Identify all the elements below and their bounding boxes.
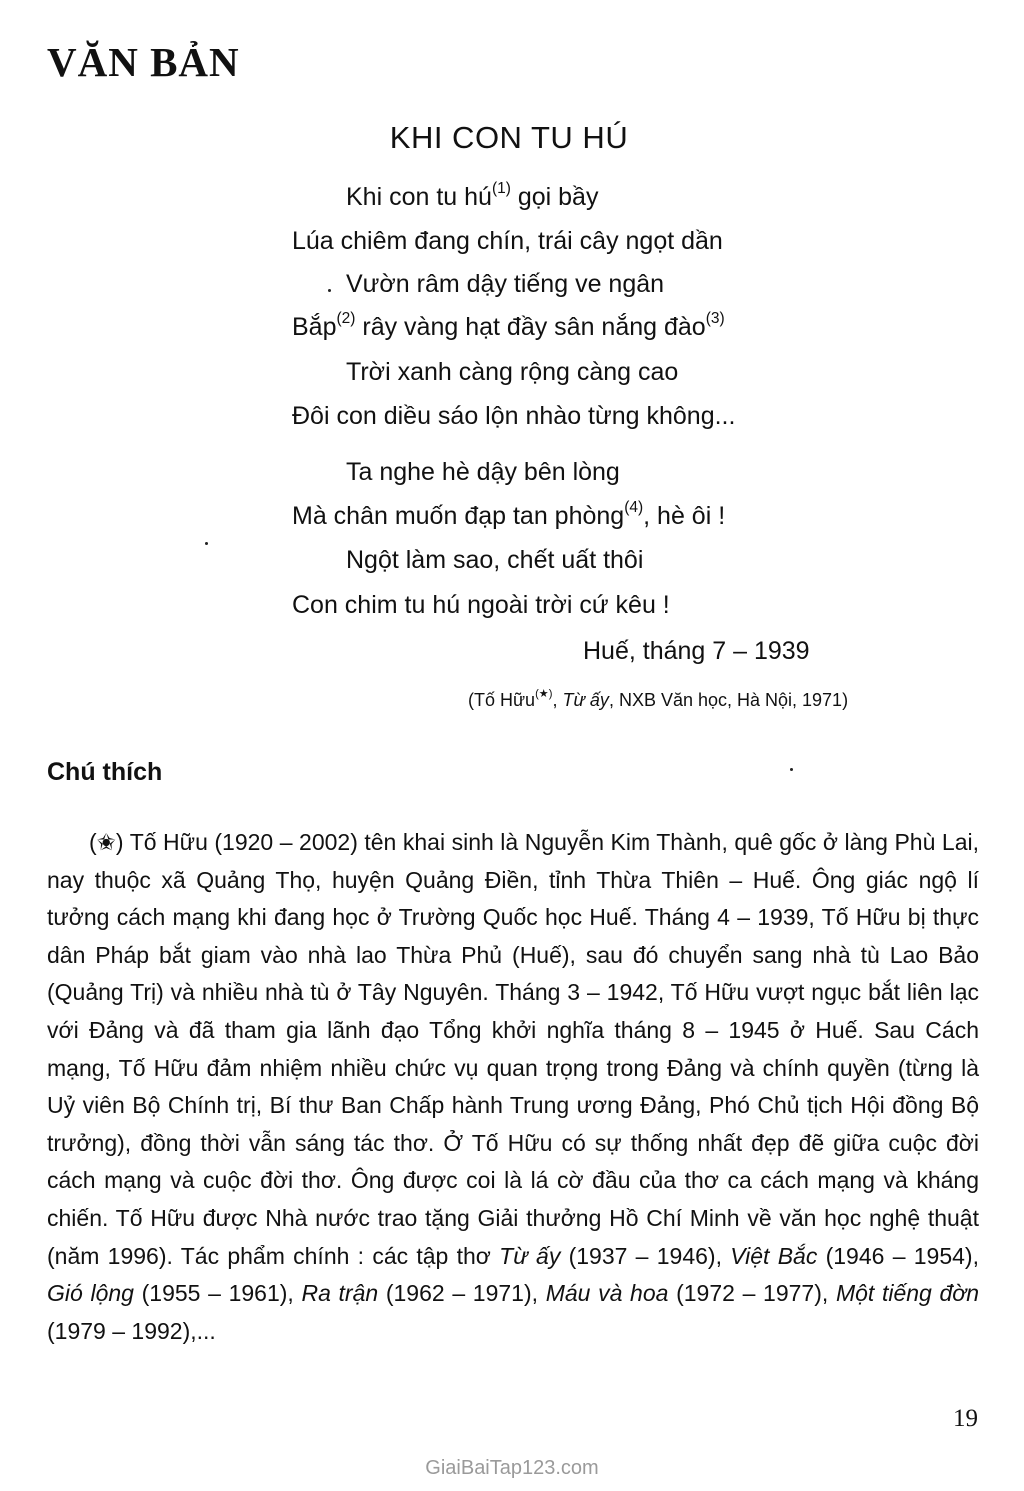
- poem-line: Ngột làm sao, chết uất thôi: [346, 546, 644, 574]
- poem-line: [292, 499, 726, 531]
- note-text: (1962 – 1971),: [378, 1280, 546, 1307]
- note-paragraph: [47, 824, 979, 1350]
- note-text: (1972 – 1977),: [668, 1280, 836, 1307]
- notes-heading: Chú thích: [47, 758, 163, 786]
- footnote-marker: (4): [624, 499, 644, 517]
- poem-line: [292, 310, 725, 342]
- poem-dateline: Huế, tháng 7 – 1939: [583, 637, 810, 665]
- footnote-marker: (★): [535, 688, 553, 701]
- source-text: , NXB Văn học, Hà Nội, 1971): [608, 690, 849, 710]
- page-number: 19: [953, 1405, 978, 1432]
- footnote-marker: (3): [705, 310, 725, 328]
- poem-line: [346, 180, 599, 212]
- work-title: Một tiếng đờn: [835, 1280, 979, 1307]
- poem-text: Khi con tu hú: [346, 183, 492, 211]
- note-text: (1979 – 1992),...: [47, 1317, 216, 1344]
- source-text: (Tố Hữu: [468, 690, 536, 710]
- note-text: (1937 – 1946),: [560, 1242, 731, 1269]
- note-text: (1946 – 1954),: [817, 1242, 979, 1269]
- poem-title: KHI CON TU HÚ: [389, 120, 629, 155]
- poem-line: Trời xanh càng rộng càng cao: [346, 358, 679, 386]
- footnote-marker: (1): [491, 180, 511, 198]
- poem-line: Ta nghe hè dậy bên lòng: [346, 458, 620, 486]
- source-book-title: Từ ấy: [562, 690, 609, 710]
- work-title: Từ ấy: [499, 1242, 561, 1269]
- section-heading: VĂN BẢN: [47, 39, 240, 85]
- scan-speck: [790, 768, 793, 771]
- poem-text: gọi bầy: [510, 183, 599, 211]
- scan-speck: [328, 289, 331, 292]
- poem-text: Mà chân muốn đạp tan phòng: [292, 502, 625, 530]
- poem-line: Đôi con diều sáo lộn nhào từng không...: [292, 402, 736, 430]
- watermark: GiaiBaiTap123.com: [425, 1457, 599, 1479]
- scan-speck: [205, 542, 208, 545]
- work-title: Việt Bắc: [730, 1242, 818, 1269]
- poem-line: Lúa chiêm đang chín, trái cây ngọt dần: [292, 227, 723, 255]
- note-text: (✬) Tố Hữu (1920 – 2002) tên khai sinh là Nguyễn Kim Thành, quê gốc ở làng Phù Lai, nay thuộc xã Quảng Thọ, huyện Quảng Điền, tỉnh Thừa Thiên – Huế. Ông giác ngộ lí tưởng cách mạng khi đang học ở Trường Quốc học Huế. Tháng 4 – 1939, Tố Hữu bị thực dân Pháp bắt giam vào nhà lao Thừa Phủ (Huế), sau đó chuyển sang nhà tù Lao Bảo (Quảng Trị) và nhiều nhà tù ở Tây Nguyên. Tháng 3 – 1942, Tố Hữu vượt ngục bắt liên lạc với Đảng và đã tham gia lãnh đạo Tổng khởi nghĩa tháng 8 – 1945 ở Huế. Sau Cách mạng, Tố Hữu đảm nhiệm nhiều chức vụ quan trọng trong Đảng và chính quyền (từng là Uỷ viên Bộ Chính trị, Bí thư Ban Chấp hành Trung ương Đảng, Phó Chủ tịch Hội đồng Bộ trưởng), đồng thời vẫn sáng tác thơ. Ở Tố Hữu có sự thống nhất đẹp đẽ giữa cuộc đời cách mạng và cuộc đời thơ. Ông được coi là lá cờ đầu của thơ ca cách mạng và kháng chiến. Tố Hữu được Nhà nước trao tặng Giải thưởng Hồ Chí Minh về văn học nghệ thuật (năm 1996). Tác phẩm chính : các tập thơ: [47, 829, 979, 1269]
- poem-line: Con chim tu hú ngoài trời cứ kêu !: [292, 591, 670, 619]
- poem-text: , hè ôi !: [643, 502, 726, 530]
- footnote-marker: (2): [336, 310, 356, 328]
- work-title: Ra trận: [301, 1280, 379, 1307]
- note-text: (1955 – 1961),: [133, 1280, 302, 1307]
- poem-text: rây vàng hạt đầy sân nắng đào: [355, 313, 706, 341]
- work-title: Gió lộng: [47, 1280, 134, 1307]
- source-text: ,: [552, 690, 563, 710]
- poem-text: Bắp: [292, 313, 337, 341]
- poem-line: Vườn râm dậy tiếng ve ngân: [346, 270, 665, 298]
- work-title: Máu và hoa: [545, 1280, 669, 1307]
- poem-source: [468, 690, 848, 711]
